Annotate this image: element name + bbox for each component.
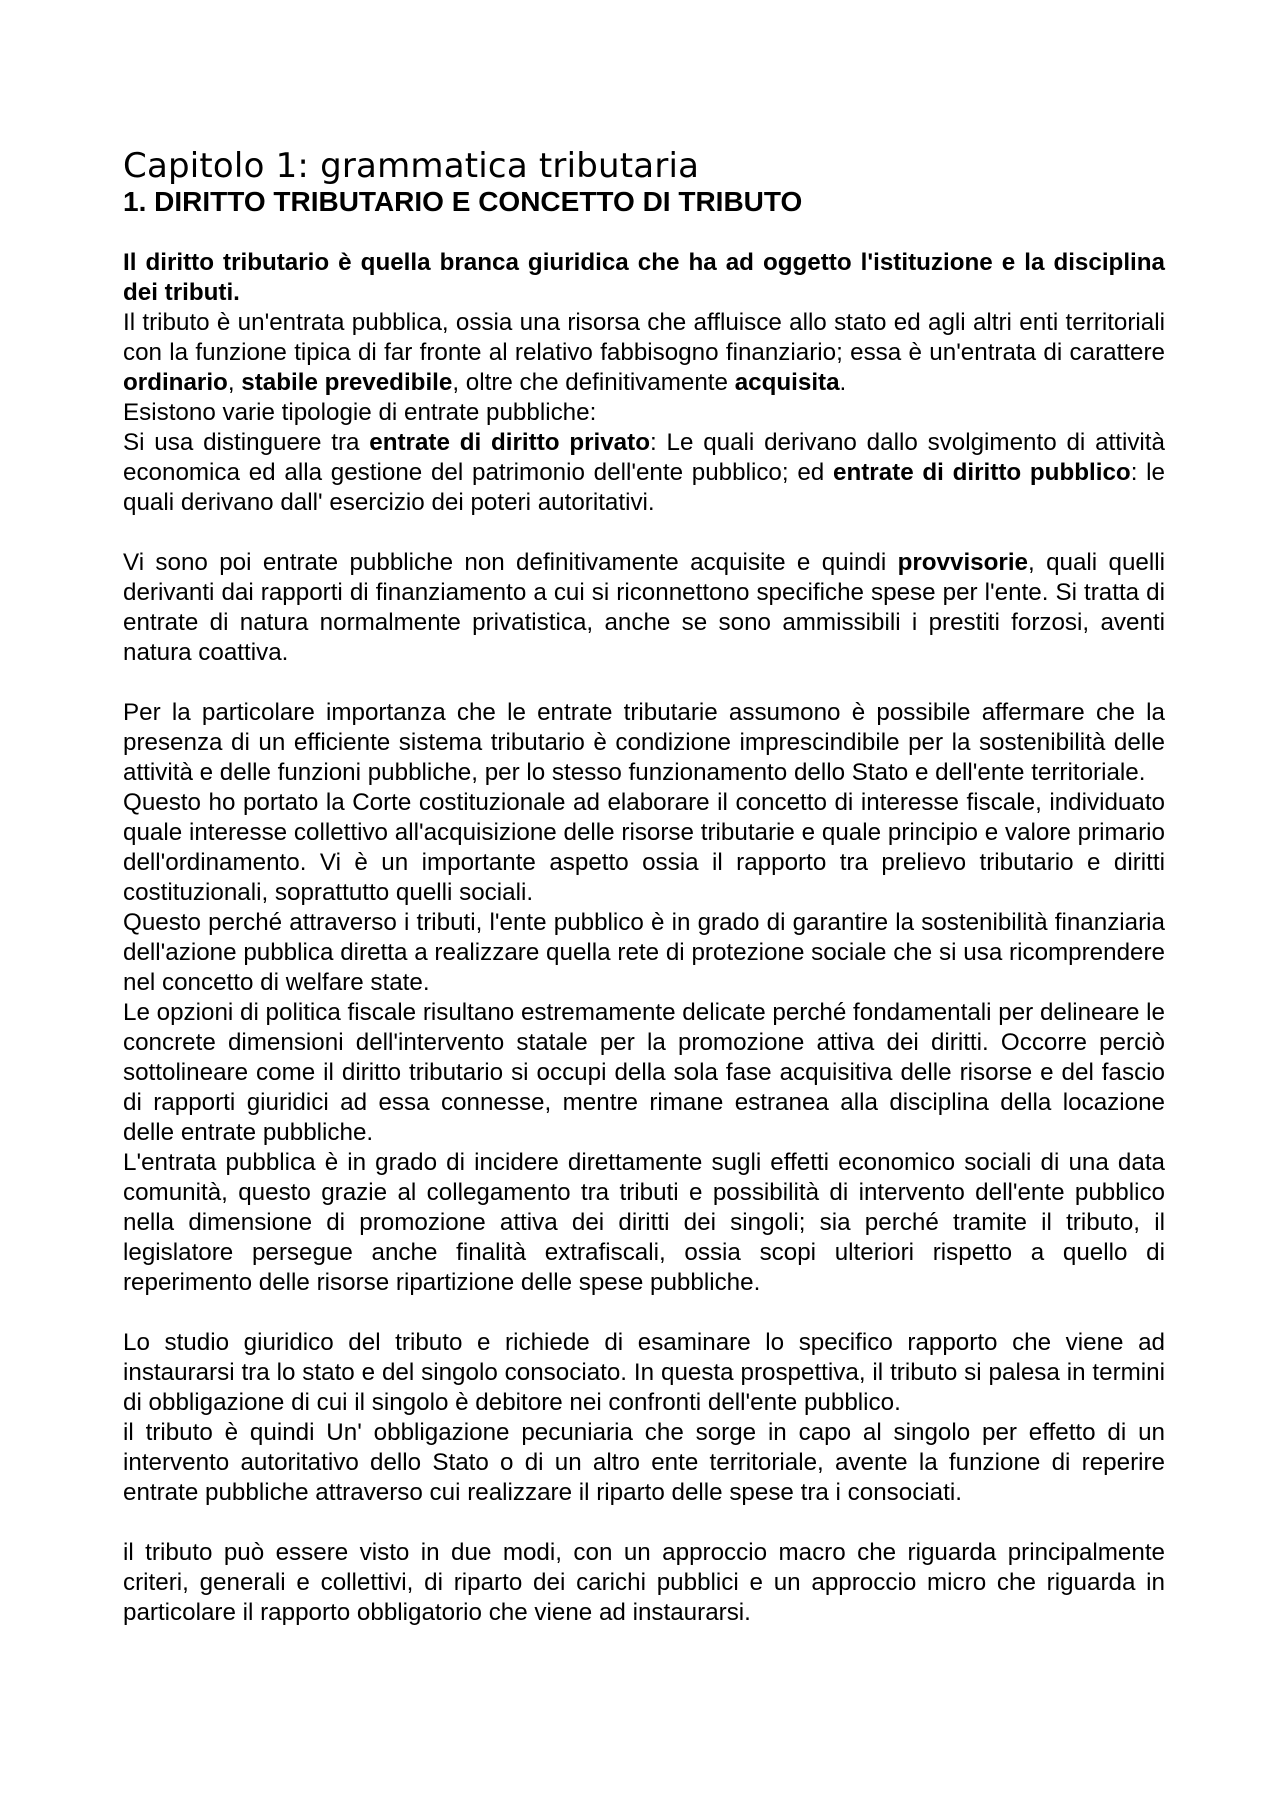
document-page: [123, 146, 1165, 1628]
paragraph-provvisorie: [123, 548, 1165, 668]
bold-run: entrate di diritto privato: [369, 429, 650, 456]
text-run: Il tributo è un'entrata pubblica, ossia una risorsa che affluisce allo stato ed agli altri enti territoriali con la funzione tipica di far fronte al relativo fabbisogno finanziario; essa è un'entrata di carattere: [123, 309, 1165, 366]
paragraph-approcci: il tributo può essere visto in due modi, con un approccio macro che riguarda principalmente criteri, generali e collettivi, di riparto dei carichi pubblici e un approccio micro che riguarda in particolare il rapporto obbligatorio che viene ad instaurarsi.: [123, 1539, 1165, 1626]
bold-run: ordinario: [123, 369, 228, 396]
paragraph-studio-giuridico: Lo studio giuridico del tributo e richiede di esaminare lo specifico rapporto che viene ad instaurarsi tra lo stato e del singolo consociato. In questa prospettiva, il tributo si palesa in termini di obbligazione di cui il singolo è debitore nei confronti dell'ente pubblico.: [123, 1329, 1165, 1416]
paragraph-obbligazione: il tributo è quindi Un' obbligazione pecuniaria che sorge in capo al singolo per effetto di un intervento autoritativo dello Stato o di un altro ente territoriale, avente la funzione di reperire entrate pubbliche attraverso cui realizzare il riparto delle spese tra i consociati.: [123, 1419, 1165, 1506]
paragraph-spacer: [123, 518, 1165, 548]
paragraph-corte-costituzionale: Questo ho portato la Corte costituzionale ad elaborare il concetto di interesse fiscale, individuato quale interesse collettivo all'acquisizione delle risorse tributarie e quale principio e valore primario dell'ordinamento. Vi è un importante aspetto ossia il rapporto tra prelievo tributario e diritti costituzionali, soprattutto quelli sociali.: [123, 789, 1165, 906]
bold-run: provvisorie: [897, 549, 1028, 576]
paragraph-spacer: [123, 668, 1165, 698]
intro-bold-text: Il diritto tributario è quella branca giuridica che ha ad oggetto l'istituzione e la disciplina dei tributi.: [123, 249, 1165, 306]
text-run: : Le quali derivano dallo svolgimento di attività economica ed alla gestione del patrimonio dell'ente pubblico; ed: [123, 429, 1165, 486]
paragraph-tipologie: Esistono varie tipologie di entrate pubbliche:: [123, 399, 597, 426]
text-run: .: [839, 369, 847, 396]
text-run: , quali quelli derivanti dai rapporti di finanziamento a cui si riconnettono specifiche spese per l'ente. Si tratta di entrate di natura normalmente privatistica, anche se sono ammissibili i prestiti forzosi, aventi natura coattiva.: [123, 549, 1165, 666]
text-run: : le quali derivano dall' esercizio dei poteri autoritativi.: [123, 459, 1165, 516]
paragraph-welfare: Questo perché attraverso i tributi, l'ente pubblico è in grado di garantire la sostenibilità finanziaria dell'azione pubblica diretta a realizzare quella rete di protezione sociale che si usa ricomprendere nel concetto di welfare state.: [123, 909, 1165, 996]
paragraph-spacer: [123, 1298, 1165, 1328]
paragraph-entrate-diritto: [123, 428, 1165, 518]
bold-run: entrate di diritto pubblico: [833, 459, 1131, 486]
text-run: , oltre che definitivamente: [452, 369, 735, 396]
text-run: ,: [227, 369, 242, 396]
bold-run: acquisita: [734, 369, 840, 396]
text-run: Si usa distinguere tra: [123, 429, 370, 456]
paragraph-spacer: [123, 1508, 1165, 1538]
intro-paragraph: [123, 248, 1165, 308]
paragraph-tributo-definition: [123, 308, 1165, 398]
section-title: 1. DIRITTO TRIBUTARIO E CONCETTO DI TRIBUTO: [123, 186, 803, 217]
bold-run: stabile prevedibile: [241, 369, 453, 396]
chapter-title: Capitolo 1: grammatica tributaria: [123, 146, 700, 186]
paragraph-importanza: Per la particolare importanza che le entrate tributarie assumono è possibile affermare che la presenza di un efficiente sistema tributario è condizione imprescindibile per la sostenibilità delle attività e delle funzioni pubbliche, per lo stesso funzionamento dello Stato e dell'ente territoriale.: [123, 699, 1165, 786]
paragraph-entrata-pubblica: L'entrata pubblica è in grado di incidere direttamente sugli effetti economico sociali di una data comunità, questo grazie al collegamento tra tributi e possibilità di intervento dell'ente pubblico nella dimensione di promozione attiva dei diritti dei singoli; sia perché tramite il tributo, il legislatore persegue anche finalità extrafiscali, ossia scopi ulteriori rispetto a quello di reperimento delle risorse ripartizione delle spese pubbliche.: [123, 1149, 1165, 1296]
paragraph-politica-fiscale: Le opzioni di politica fiscale risultano estremamente delicate perché fondamentali per delineare le concrete dimensioni dell'intervento statale per la promozione attiva dei diritti. Occorre perciò sottolineare come il diritto tributario si occupi della sola fase acquisitiva delle risorse e del fascio di rapporti giuridici ad essa connesse, mentre rimane estranea alla disciplina della locazione delle entrate pubbliche.: [123, 999, 1166, 1146]
text-run: Vi sono poi entrate pubbliche non definitivamente acquisite e quindi: [123, 549, 898, 576]
